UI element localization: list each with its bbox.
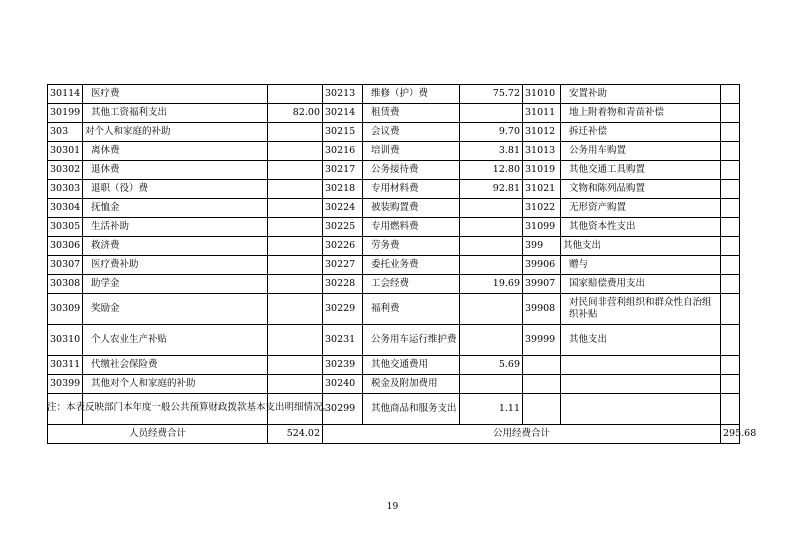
code-cell: 30225 <box>323 218 363 237</box>
table-row <box>48 161 740 180</box>
code-cell: 30399 <box>48 375 83 394</box>
name-cell: 工会经费 <box>363 275 460 294</box>
name-cell: 其他支出 <box>561 237 721 256</box>
code-cell: 303 <box>48 123 83 142</box>
budget-detail-table <box>47 84 757 444</box>
code-cell: 39908 <box>523 294 561 325</box>
name-cell: 安置补助 <box>561 85 721 104</box>
code-cell: 30240 <box>323 375 363 394</box>
amount-cell: 75.72 <box>460 85 523 104</box>
code-cell: 30311 <box>48 356 83 375</box>
name-cell: 个人农业生产补贴 <box>83 325 268 356</box>
amount-cell <box>721 180 740 199</box>
name-cell: 委托业务费 <box>363 256 460 275</box>
code-cell: 30310 <box>48 325 83 356</box>
amount-cell <box>460 375 523 394</box>
table-row <box>48 275 740 294</box>
amount-cell <box>721 275 740 294</box>
amount-cell <box>460 218 523 237</box>
public-total-label: 公用经费合计 <box>323 425 721 444</box>
code-cell: 30301 <box>48 142 83 161</box>
amount-cell <box>268 180 323 199</box>
code-cell: 30302 <box>48 161 83 180</box>
amount-cell <box>721 325 740 356</box>
name-cell: 其他支出 <box>561 325 721 356</box>
code-cell: 30226 <box>323 237 363 256</box>
amount-cell <box>268 375 323 394</box>
amount-cell <box>268 356 323 375</box>
amount-cell <box>268 199 323 218</box>
code-cell: 31021 <box>523 180 561 199</box>
name-cell: 拆迁补偿 <box>561 123 721 142</box>
amount-cell <box>460 256 523 275</box>
code-cell: 30217 <box>323 161 363 180</box>
code-cell: 31019 <box>523 161 561 180</box>
name-cell: 地上附着物和青苗补偿 <box>561 104 721 123</box>
table-row <box>48 180 740 199</box>
amount-cell <box>268 256 323 275</box>
amount-cell <box>268 218 323 237</box>
table-row <box>48 199 740 218</box>
code-cell: 30214 <box>323 104 363 123</box>
code-cell: 30213 <box>323 85 363 104</box>
code-cell: 31012 <box>523 123 561 142</box>
name-cell: 对民间非营利组织和群众性自治组织补贴 <box>561 294 721 325</box>
name-cell: 专用材料费 <box>363 180 460 199</box>
name-cell: 生活补助 <box>83 218 268 237</box>
code-cell: 30199 <box>48 104 83 123</box>
name-cell: 其他资本性支出 <box>561 218 721 237</box>
amount-cell <box>721 104 740 123</box>
amount-cell: 3.81 <box>460 142 523 161</box>
amount-cell <box>460 199 523 218</box>
amount-cell: 92.81 <box>460 180 523 199</box>
code-cell <box>523 356 561 375</box>
name-cell: 劳务费 <box>363 237 460 256</box>
name-cell <box>561 375 721 394</box>
name-cell <box>561 394 721 425</box>
name-cell: 其他工资福利支出 <box>83 104 268 123</box>
code-cell: 30229 <box>323 294 363 325</box>
name-cell <box>561 356 721 375</box>
table-row <box>48 237 740 256</box>
code-cell <box>523 394 561 425</box>
code-cell: 30224 <box>323 199 363 218</box>
amount-cell <box>268 325 323 356</box>
table-row <box>48 356 740 375</box>
amount-cell <box>721 294 740 325</box>
name-cell: 公务接待费 <box>363 161 460 180</box>
code-cell: 30307 <box>48 256 83 275</box>
amount-cell: 82.00 <box>268 104 323 123</box>
name-cell: 维修（护）费 <box>363 85 460 104</box>
amount-cell <box>460 294 523 325</box>
name-cell: 国家赔偿费用支出 <box>561 275 721 294</box>
name-cell: 公务用车运行维护费 <box>363 325 460 356</box>
name-cell: 租赁费 <box>363 104 460 123</box>
code-cell: 30305 <box>48 218 83 237</box>
name-cell: 抚恤金 <box>83 199 268 218</box>
code-cell: 30306 <box>48 237 83 256</box>
totals-row <box>48 425 740 444</box>
code-cell: 31099 <box>523 218 561 237</box>
amount-cell <box>460 325 523 356</box>
name-cell: 会议费 <box>363 123 460 142</box>
code-cell: 30228 <box>323 275 363 294</box>
name-cell: 其他交通费用 <box>363 356 460 375</box>
amount-cell <box>721 356 740 375</box>
amount-cell <box>268 161 323 180</box>
amount-cell: 12.80 <box>460 161 523 180</box>
code-cell: 30216 <box>323 142 363 161</box>
code-cell: 30227 <box>323 256 363 275</box>
amount-cell <box>268 123 323 142</box>
code-cell: 31013 <box>523 142 561 161</box>
code-cell: 30303 <box>48 180 83 199</box>
code-cell: 30308 <box>48 275 83 294</box>
table-row <box>48 256 740 275</box>
name-cell: 无形资产购置 <box>561 199 721 218</box>
code-cell: 31022 <box>523 199 561 218</box>
amount-cell: 5.69 <box>460 356 523 375</box>
amount-cell <box>460 237 523 256</box>
name-cell: 文物和陈列品购置 <box>561 180 721 199</box>
table-body <box>48 85 740 425</box>
name-cell: 其他交通工具购置 <box>561 161 721 180</box>
personnel-total-value: 524.02 <box>268 425 323 444</box>
table-note: 注：本表反映部门本年度一般公共预算财政拨款基本支出明细情况。 <box>47 402 333 413</box>
name-cell: 离休费 <box>83 142 268 161</box>
name-cell: 医疗费 <box>83 85 268 104</box>
name-cell: 其他对个人和家庭的补助 <box>83 375 268 394</box>
name-cell: 对个人和家庭的补助 <box>83 123 268 142</box>
code-cell: 30215 <box>323 123 363 142</box>
amount-cell: 1.11 <box>460 394 523 425</box>
amount-cell <box>268 85 323 104</box>
amount-cell: 19.69 <box>460 275 523 294</box>
code-cell <box>523 375 561 394</box>
table-row <box>48 85 740 104</box>
table-row <box>48 294 740 325</box>
amount-cell <box>721 142 740 161</box>
amount-cell <box>721 237 740 256</box>
table-row <box>48 375 740 394</box>
amount-cell <box>721 199 740 218</box>
table-row <box>48 142 740 161</box>
code-cell: 399 <box>523 237 561 256</box>
personnel-total-label: 人员经费合计 <box>48 425 268 444</box>
code-cell: 31010 <box>523 85 561 104</box>
public-total-value: 295.68 <box>721 425 740 444</box>
table-row <box>48 218 740 237</box>
code-cell: 30231 <box>323 325 363 356</box>
name-cell: 赠与 <box>561 256 721 275</box>
amount-cell: 9.70 <box>460 123 523 142</box>
name-cell: 奖励金 <box>83 294 268 325</box>
table-row <box>48 123 740 142</box>
name-cell: 专用燃料费 <box>363 218 460 237</box>
code-cell: 30114 <box>48 85 83 104</box>
amount-cell <box>268 294 323 325</box>
amount-cell <box>721 161 740 180</box>
amount-cell <box>721 218 740 237</box>
amount-cell <box>268 275 323 294</box>
code-cell: 31011 <box>523 104 561 123</box>
code-cell: 39906 <box>523 256 561 275</box>
amount-cell <box>721 394 740 425</box>
amount-cell <box>460 104 523 123</box>
code-cell: 39907 <box>523 275 561 294</box>
amount-cell <box>721 123 740 142</box>
code-cell: 30239 <box>323 356 363 375</box>
name-cell: 税金及附加费用 <box>363 375 460 394</box>
code-cell: 30304 <box>48 199 83 218</box>
page-number: 19 <box>386 502 399 512</box>
amount-cell <box>721 85 740 104</box>
amount-cell <box>268 237 323 256</box>
name-cell: 救济费 <box>83 237 268 256</box>
name-cell: 被装购置费 <box>363 199 460 218</box>
code-cell: 30299 <box>323 394 363 425</box>
table-row <box>48 325 740 356</box>
amount-cell <box>721 375 740 394</box>
amount-cell <box>268 142 323 161</box>
code-cell: 30309 <box>48 294 83 325</box>
name-cell: 退职（役）费 <box>83 180 268 199</box>
amount-cell <box>721 256 740 275</box>
code-cell: 30218 <box>323 180 363 199</box>
name-cell: 培训费 <box>363 142 460 161</box>
name-cell: 公务用车购置 <box>561 142 721 161</box>
name-cell: 医疗费补助 <box>83 256 268 275</box>
table-row <box>48 104 740 123</box>
name-cell: 代缴社会保险费 <box>83 356 268 375</box>
name-cell: 其他商品和服务支出 <box>363 394 460 425</box>
name-cell: 福利费 <box>363 294 460 325</box>
name-cell: 助学金 <box>83 275 268 294</box>
code-cell: 39999 <box>523 325 561 356</box>
name-cell: 退休费 <box>83 161 268 180</box>
